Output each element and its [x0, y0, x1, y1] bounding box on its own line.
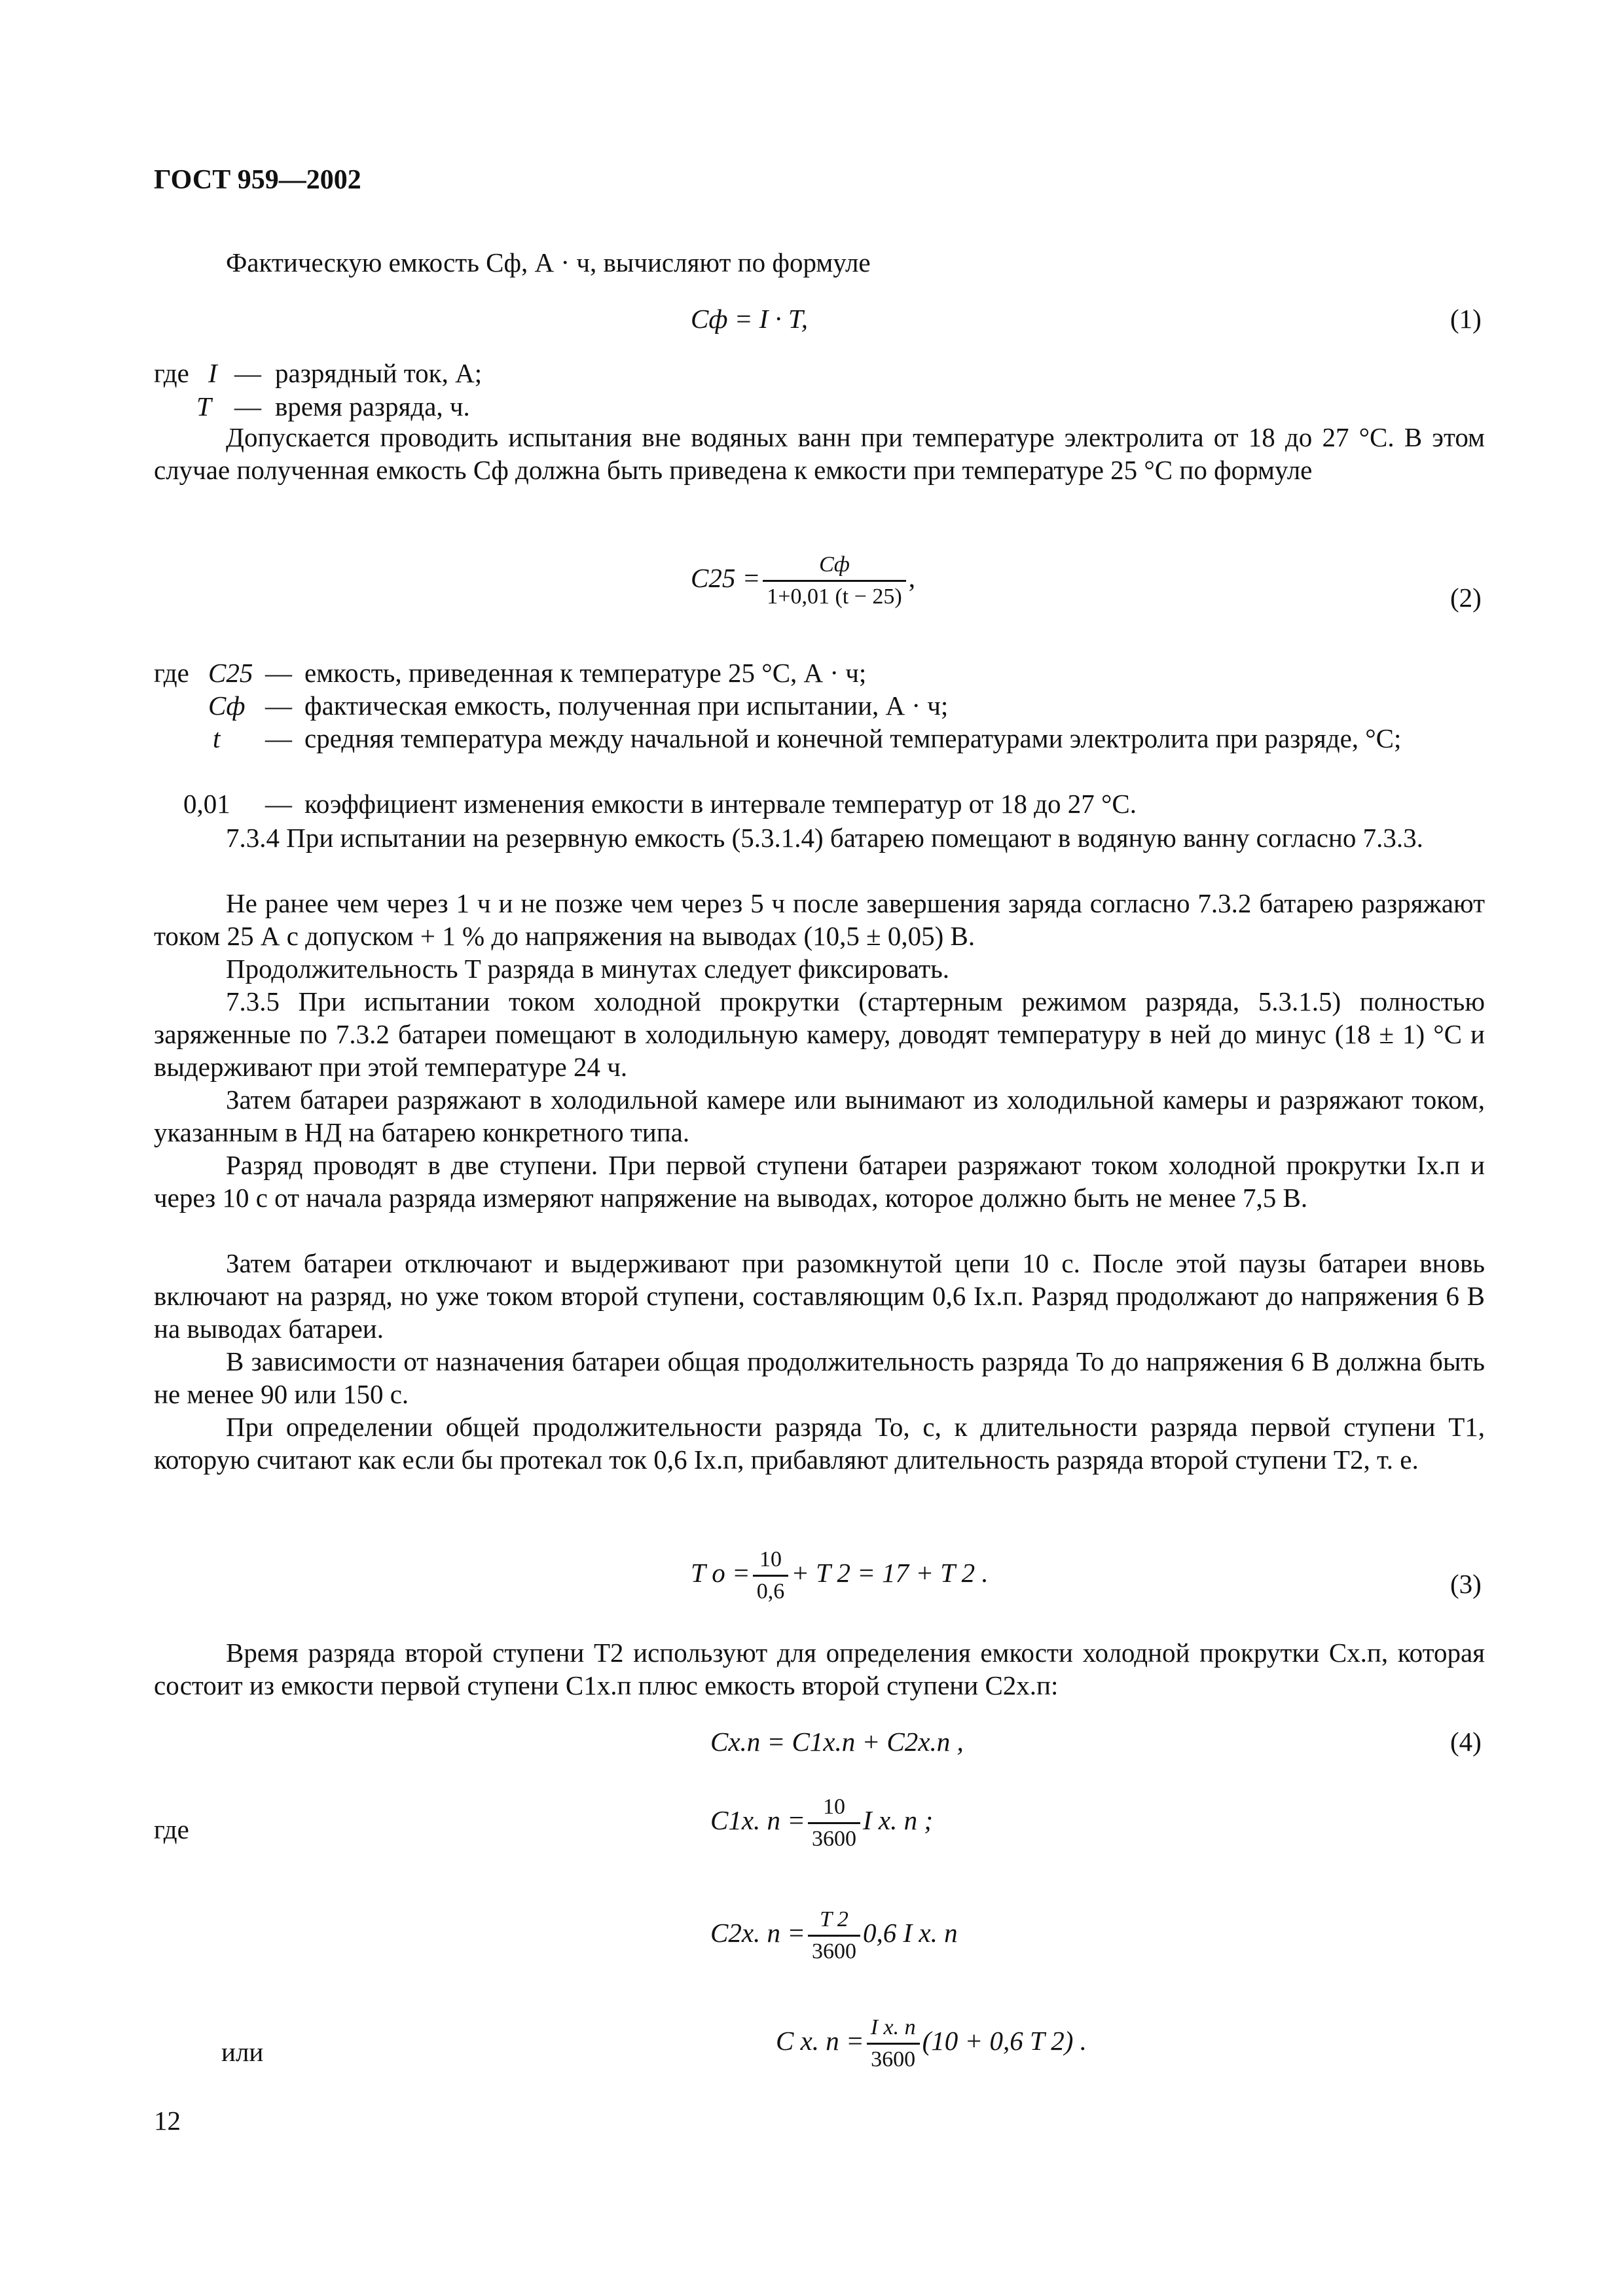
- paragraph-cold-chamber: Затем батареи разряжают в холодильной камере или вынимают из холодильной камеры и разряжают током, указанным в НД на батарею конкретного типа.: [154, 1085, 1485, 1147]
- or-lead: или: [221, 2037, 264, 2067]
- equation-5-rest: I х. п ;: [862, 1804, 933, 1835]
- paragraph-cold-cranking: Время разряда второй ступени T2 используют для определения емкости холодной прокрутки Cх.п, которая состоит из емкости первой ступени C1х.п плюс емкость второй ступени C2х.п:: [154, 1638, 1485, 1700]
- where-symbol: t: [213, 723, 221, 753]
- paragraph-7-3-4: 7.3.4 При испытании на резервную емкость (5.3.1.4) батарею помещают в водяную ванну согласно 7.3.3.: [226, 823, 1423, 853]
- where-symbol: I: [208, 358, 217, 388]
- where-symbol: Cф: [208, 691, 246, 721]
- where-dash: —: [265, 691, 292, 721]
- where-text: средняя температура между начальной и конечной температурами электролита при разряде, °С;: [304, 723, 1402, 753]
- where-text: фактическая емкость, полученная при испытании, А · ч;: [304, 691, 949, 721]
- equation-2-tail: ,: [908, 562, 915, 593]
- equation-3-numerator: 10: [759, 1547, 782, 1571]
- paragraph-definition: При определении общей продолжительности разряда To, с, к длительности разряда первой ступени T1, которую считают как если бы протекал ток 0,6 Iх.п, прибавляют длительность разряда второй ступени T2, т. е.: [154, 1412, 1485, 1475]
- where-dash: —: [234, 358, 261, 388]
- where-text: емкость, приведенная к температуре 25 °С, А · ч;: [304, 658, 867, 688]
- equation-7-numerator: I х. п: [870, 2015, 916, 2039]
- where-dash: —: [234, 391, 261, 422]
- where-symbol: T: [196, 391, 211, 422]
- where-lead: где: [154, 1814, 189, 1844]
- equation-6-denominator: 3600: [808, 1935, 860, 1967]
- paragraph-intro: Фактическую емкость Cф, А · ч, вычисляют по формуле: [226, 247, 871, 278]
- where-lead: где: [154, 358, 189, 388]
- equation-7-rest: (10 + 0,6 T 2) .: [922, 2025, 1087, 2056]
- equation-5: [710, 1792, 933, 1854]
- where-text: время разряда, ч.: [275, 391, 470, 422]
- equation-7-lhs: C х. п =: [776, 2025, 864, 2056]
- equation-3-rest: + T 2 = 17 + T 2 .: [791, 1557, 989, 1588]
- paragraph-7-3-5: 7.3.5 При испытании током холодной прокрутки (стартерным режимом разряда, 5.3.1.5) полностью заряженные по 7.3.2 батареи помещают в холодильную камеру, доводят температуру в ней до минус (18 ± 1) °С и выдерживают при этой температуре 24 ч.: [154, 986, 1485, 1082]
- equation-5-numerator: 10: [822, 1795, 845, 1819]
- equation-5-denominator: 3600: [808, 1822, 860, 1854]
- where-symbol: 0,01: [183, 789, 230, 819]
- equation-6-rest: 0,6 I х. п: [862, 1917, 958, 1948]
- equation-2-number: (2): [1450, 583, 1482, 613]
- equation-3-lhs: T o =: [691, 1557, 750, 1588]
- where-dash: —: [265, 789, 292, 819]
- equation-2: [691, 550, 915, 612]
- equation-2-denominator: 1+0,01 (t − 25): [763, 580, 905, 612]
- equation-2-numerator: Cф: [819, 552, 850, 577]
- equation-3: [691, 1545, 989, 1607]
- equation-1: Cф = I · T,: [691, 304, 809, 334]
- document-header: ГОСТ 959—2002: [154, 165, 361, 195]
- equation-7-denominator: 3600: [867, 2043, 920, 2075]
- where-lead: где: [154, 658, 189, 688]
- paragraph-total-duration: В зависимости от назначения батареи общая продолжительность разряда To до напряжения 6 В должна быть не менее 90 или 150 с.: [154, 1346, 1485, 1409]
- equation-4: Cх.п = C1х.п + C2х.п ,: [710, 1727, 964, 1757]
- equation-4-number: (4): [1450, 1727, 1482, 1757]
- paragraph-allowance: Допускается проводить испытания вне водяных ванн при температуре электролита от 18 до 27 °С. В этом случае полученная емкость Cф должна быть приведена к емкости при температуре 25 °С по формуле: [154, 422, 1485, 485]
- paragraph-discharge: Не ранее чем через 1 ч и не позже чем через 5 ч после завершения заряда согласно 7.3.2 батарею разряжают током 25 А с допуском + 1 % до напряжения на выводах (10,5 ± 0,05) В.: [154, 888, 1485, 951]
- equation-3-number: (3): [1450, 1569, 1482, 1599]
- equation-5-lhs: C1х. п =: [710, 1804, 805, 1835]
- equation-6: [710, 1905, 958, 1967]
- equation-1-number: (1): [1450, 304, 1482, 334]
- equation-7: [776, 2013, 1087, 2075]
- paragraph-duration: Продолжительность T разряда в минутах следует фиксировать.: [226, 954, 950, 984]
- where-text: разрядный ток, А;: [275, 358, 483, 388]
- page-number: 12: [154, 2106, 181, 2136]
- paragraph-two-stages: Разряд проводят в две ступени. При первой ступени батареи разряжают током холодной прокрутки Iх.п и через 10 с от начала разряда измеряют напряжение на выводах, которое должно быть не менее 7,5 В.: [154, 1150, 1485, 1213]
- where-dash: —: [265, 723, 292, 753]
- paragraph-pause: Затем батареи отключают и выдерживают при разомкнутой цепи 10 с. После этой паузы батареи вновь включают на разряд, но уже током второй ступени, составляющим 0,6 Iх.п. Разряд продолжают до напряжения 6 В на выводах батареи.: [154, 1248, 1485, 1344]
- where-dash: —: [265, 658, 292, 688]
- equation-6-lhs: C2х. п =: [710, 1917, 805, 1948]
- equation-3-denominator: 0,6: [753, 1575, 789, 1607]
- where-text: коэффициент изменения емкости в интервале температур от 18 до 27 °С.: [304, 789, 1137, 819]
- where-symbol: C25: [208, 658, 253, 688]
- equation-2-lhs: C25 =: [691, 562, 761, 593]
- equation-6-numerator: T 2: [820, 1907, 848, 1931]
